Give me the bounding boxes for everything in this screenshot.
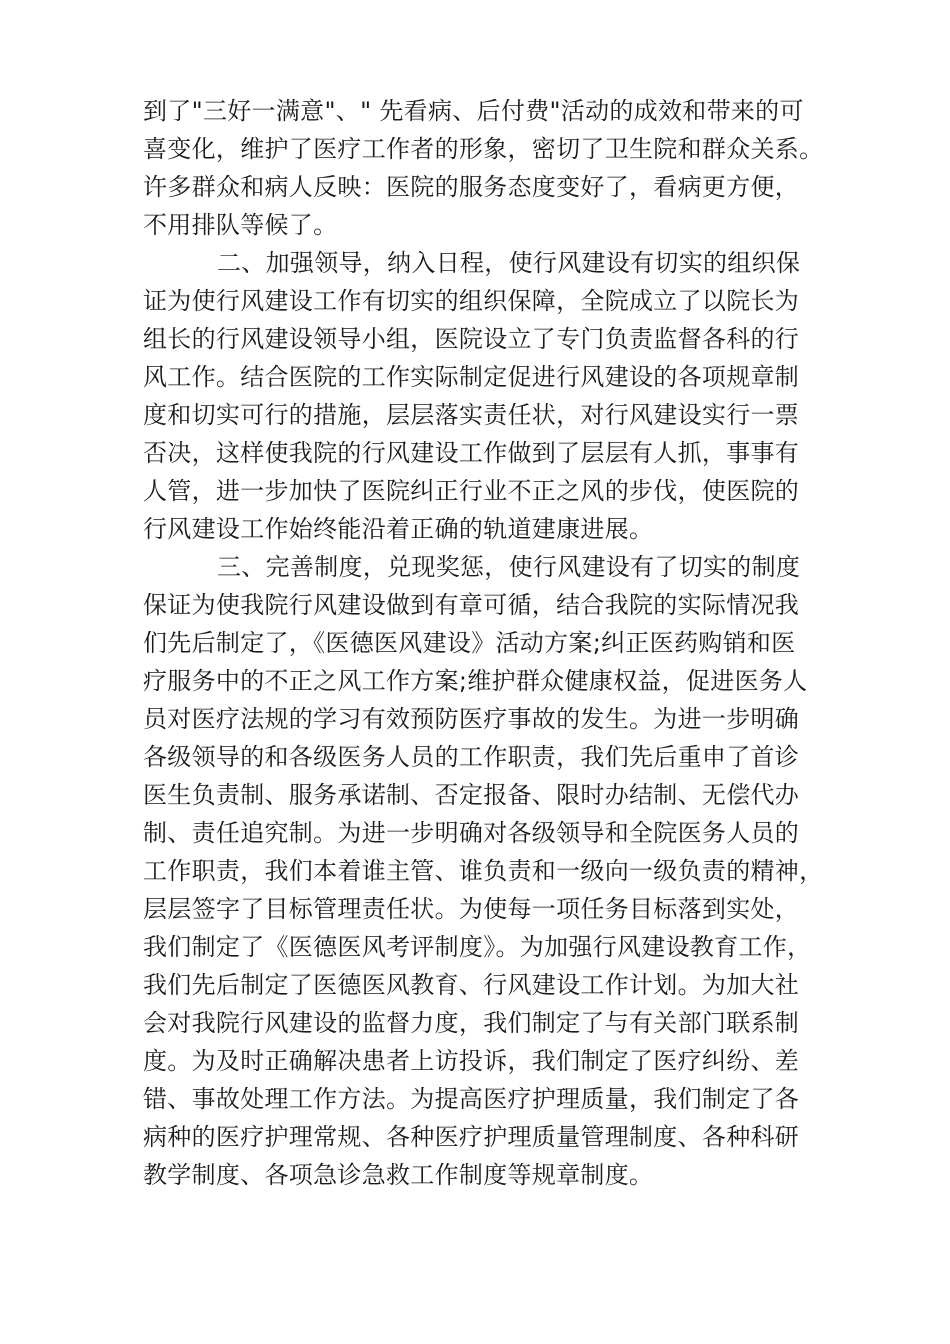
text-line: 人管，进一步加快了医院纠正行业不正之风的步伐，使医院的 bbox=[143, 477, 800, 505]
text-line: 风工作。结合医院的工作实际制定促进行风建设的各项规章制 bbox=[143, 363, 800, 391]
text-line: 保证为使我院行风建设做到有章可循，结合我院的实际情况我 bbox=[143, 591, 800, 619]
text-line: 疗服务中的不正之风工作方案;维护群众健康权益，促进医务人 bbox=[143, 667, 808, 695]
text-line: 医生负责制、服务承诺制、否定报备、限时办结制、无偿代办 bbox=[143, 781, 800, 809]
text-line: 会对我院行风建设的监督力度，我们制定了与有关部门联系制 bbox=[143, 1009, 800, 1037]
text-line: 层层签字了目标管理责任状。为使每一项任务目标落到实处， bbox=[143, 895, 800, 923]
text-line: 工作职责，我们本着谁主管、谁负责和一级向一级负责的精神， bbox=[143, 857, 824, 885]
text-line: 许多群众和病人反映：医院的服务态度变好了，看病更方便， bbox=[143, 173, 800, 201]
text-line: 员对医疗法规的学习有效预防医疗事故的发生。为进一步明确 bbox=[143, 705, 800, 733]
text-line: 我们先后制定了医德医风教育、行风建设工作计划。为加大社 bbox=[143, 971, 800, 999]
text-line: 证为使行风建设工作有切实的组织保障，全院成立了以院长为 bbox=[143, 287, 800, 315]
text-line: 组长的行风建设领导小组，医院设立了专门负责监督各科的行 bbox=[143, 325, 800, 353]
text-line: 各级领导的和各级医务人员的工作职责，我们先后重申了首诊 bbox=[143, 743, 800, 771]
text-line: 行风建设工作始终能沿着正确的轨道建康进展。 bbox=[143, 515, 654, 543]
text-line-heading: 二、加强领导，纳入日程，使行风建设有切实的组织保 bbox=[217, 249, 801, 277]
text-line: 制、责任追究制。为进一步明确对各级领导和全院医务人员的 bbox=[143, 819, 800, 847]
text-line: 度。为及时正确解决患者上访投诉，我们制定了医疗纠纷、差 bbox=[143, 1047, 800, 1075]
paragraph-1 bbox=[143, 92, 824, 244]
text-line: 们先后制定了，《医德医风建设》活动方案;纠正医药购销和医 bbox=[143, 629, 796, 657]
paragraph-3 bbox=[143, 548, 824, 1194]
text-line: 不用排队等候了。 bbox=[143, 211, 338, 239]
text-line: 否决，这样使我院的行风建设工作做到了层层有人抓，事事有 bbox=[143, 439, 800, 467]
text-line: 我们制定了《医德医风考评制度》。为加强行风建设教育工作， bbox=[143, 933, 812, 961]
text-line: 喜变化，维护了医疗工作者的形象，密切了卫生院和群众关系。 bbox=[143, 135, 824, 163]
text-line: 错、事故处理工作方法。为提高医疗护理质量，我们制定了各 bbox=[143, 1085, 800, 1113]
text-line: 到了"三好一满意"、" 先看病、后付费"活动的成效和带来的可 bbox=[143, 97, 804, 125]
text-line: 病种的医疗护理常规、各种医疗护理质量管理制度、各种科研 bbox=[143, 1123, 800, 1151]
text-line-heading: 三、完善制度，兑现奖惩，使行风建设有了切实的制度 bbox=[217, 553, 801, 581]
text-line: 教学制度、各项急诊急救工作制度等规章制度。 bbox=[143, 1161, 654, 1189]
document-body bbox=[143, 92, 824, 1194]
text-line: 度和切实可行的措施，层层落实责任状，对行风建设实行一票 bbox=[143, 401, 800, 429]
paragraph-2 bbox=[143, 244, 813, 548]
